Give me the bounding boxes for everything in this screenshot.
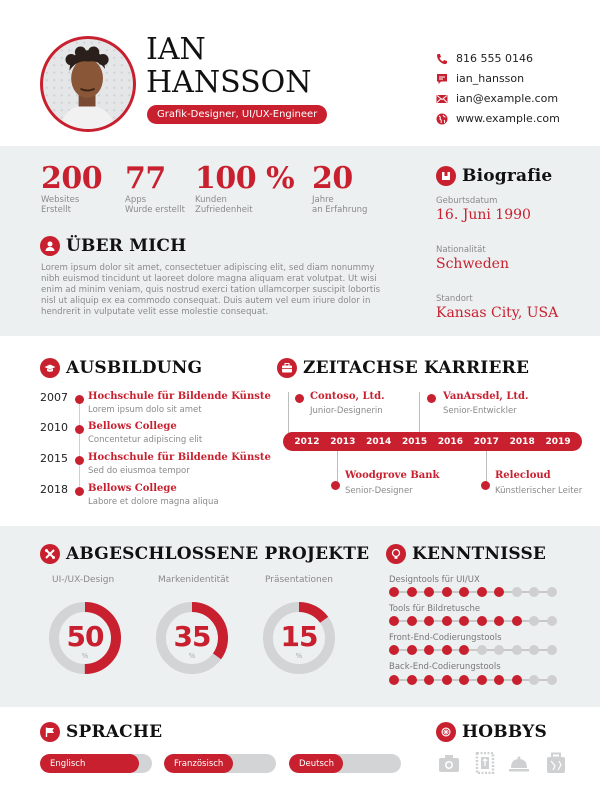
skill-dot <box>512 616 522 626</box>
about-title: ÜBER MICH <box>66 236 187 256</box>
career-title: ZEITACHSE KARRIERE <box>303 358 530 378</box>
stat-value: 200 <box>41 161 103 196</box>
lightbulb-icon <box>386 544 406 564</box>
skill-dot <box>512 645 522 655</box>
education-dot <box>75 425 84 434</box>
education-year: 2015 <box>40 452 68 465</box>
skill-dot <box>407 675 417 685</box>
education-dot <box>75 487 84 496</box>
bio-location <box>436 294 558 321</box>
skill-dot <box>459 675 469 685</box>
skill-dot <box>424 616 434 626</box>
bio-heading <box>436 166 552 186</box>
tools-icon <box>40 544 60 564</box>
stat-label-2: Erstellt <box>41 205 71 215</box>
language-label: Französisch <box>174 758 224 769</box>
stat-value: 100 % <box>195 161 295 196</box>
stat-clients <box>195 163 294 215</box>
bio-value: Schweden <box>436 256 509 272</box>
language-label: Deutsch <box>299 758 334 769</box>
project-value: 35 <box>173 620 211 653</box>
job-role: Senior-Entwickler <box>443 406 517 416</box>
project-donut-uiux <box>49 602 121 674</box>
stat-value: 77 <box>125 161 166 196</box>
hobbies-title: HOBBYS <box>462 722 547 742</box>
education-dot <box>75 395 84 404</box>
hobbies-heading <box>436 722 547 742</box>
chat-icon <box>436 73 448 85</box>
timeline-year: 2017 <box>473 436 499 447</box>
stamp-icon <box>474 752 496 774</box>
contact-phone[interactable] <box>436 52 533 65</box>
skill-dot <box>529 675 539 685</box>
bio-nationality <box>436 245 509 272</box>
contact-email-text: ian@example.com <box>456 92 559 105</box>
language-bar-german <box>289 754 401 773</box>
skill-dot <box>494 587 504 597</box>
languages-title: SPRACHE <box>66 722 163 742</box>
stat-label-2: Wurde erstellt <box>125 205 185 215</box>
skill-rating <box>389 644 559 656</box>
skill-rating <box>389 674 559 686</box>
timeline-year: 2015 <box>402 436 428 447</box>
contact-chat[interactable] <box>436 72 524 85</box>
skill-dot <box>477 587 487 597</box>
skill-rating <box>389 615 559 627</box>
education-year: 2010 <box>40 421 68 434</box>
timeline-dot <box>481 481 490 490</box>
project-donut-presentations <box>263 602 335 674</box>
education-desc: Concentetur adipiscing elit <box>88 435 203 445</box>
skill-rating <box>389 586 559 598</box>
briefcase-icon <box>277 358 297 378</box>
luggage-icon <box>545 752 567 774</box>
timeline-dot <box>427 394 436 403</box>
education-school: Hochschule für Bildende Künste <box>88 452 271 463</box>
skill-dot <box>424 587 434 597</box>
skill-label: Designtools für UI/UX <box>389 575 480 585</box>
timeline-bar <box>283 432 582 451</box>
job-company: Woodgrove Bank <box>345 470 440 481</box>
bio-value: Kansas City, USA <box>436 305 559 321</box>
skill-dot <box>389 587 399 597</box>
yarn-ball-icon <box>436 722 456 742</box>
cloche-icon <box>508 752 530 774</box>
skill-dot <box>407 616 417 626</box>
skill-label: Front-End-Codierungstools <box>389 633 502 643</box>
job-role: Senior-Designer <box>345 486 413 496</box>
education-school: Bellows College <box>88 483 177 494</box>
skill-dot <box>547 587 557 597</box>
languages-heading <box>40 722 162 742</box>
education-year: 2007 <box>40 391 68 404</box>
globe-icon <box>436 113 448 125</box>
education-dot <box>75 456 84 465</box>
language-bar-english <box>40 754 152 773</box>
timeline-year: 2013 <box>330 436 356 447</box>
timeline-dot <box>295 394 304 403</box>
skill-dot <box>389 645 399 655</box>
bio-label: Standort <box>436 294 473 304</box>
mail-icon <box>436 93 448 105</box>
skill-dot <box>442 675 452 685</box>
job-company: VanArsdel, Ltd. <box>443 391 529 402</box>
skill-dot <box>547 616 557 626</box>
skill-dot <box>547 645 557 655</box>
contact-email[interactable] <box>436 92 558 105</box>
skill-dot <box>477 645 487 655</box>
contact-website-text: www.example.com <box>456 112 560 125</box>
contact-website[interactable] <box>436 112 560 125</box>
skill-label: Back-End-Codierungstools <box>389 662 501 672</box>
phone-icon <box>436 53 448 65</box>
job-company: Contoso, Ltd. <box>310 391 385 402</box>
education-title: AUSBILDUNG <box>66 358 203 378</box>
about-text: Lorem ipsum dolor sit amet, consectetuer adipiscing elit, sed diam nonummy nibh euismod tincidunt ut laoreet dolore magna aliquam erat volutpat. Ut wisi enim ad minim veniam, quis nostrud exerci tation ullamcorper suscipit lobortis nisl ut aliquip ex ea commodo consequat. Duis autem vel eum iriure dolor in hendrerit in vulputate velit esse molestie consequat. <box>41 263 381 317</box>
skill-dot <box>529 587 539 597</box>
stat-label-1: Jahre <box>312 195 334 205</box>
project-unit: % <box>81 652 89 660</box>
contact-phone-text: 816 555 0146 <box>456 52 533 65</box>
projects-heading <box>40 544 369 564</box>
camera-icon <box>438 752 460 774</box>
skill-dot <box>459 587 469 597</box>
language-label: Englisch <box>50 758 86 769</box>
skill-dot <box>529 645 539 655</box>
stat-years <box>312 163 367 215</box>
last-name: HANSSON <box>146 65 312 100</box>
stat-label-2: Zufriedenheit <box>195 205 253 215</box>
graduation-cap-icon <box>40 358 60 378</box>
bio-birthdate <box>436 196 531 223</box>
job-role: Künstlerischer Leiter <box>495 486 583 496</box>
skills-title: KENNTNISSE <box>412 544 547 564</box>
skill-dot <box>459 616 469 626</box>
skill-dot <box>442 616 452 626</box>
skill-dot <box>512 675 522 685</box>
timeline-year: 2018 <box>509 436 535 447</box>
projects-title: ABGESCHLOSSENE PROJEKTE <box>66 544 370 564</box>
career-heading <box>277 358 529 378</box>
skill-dot <box>547 675 557 685</box>
job-company: Relecloud <box>495 470 551 481</box>
skill-dot <box>407 587 417 597</box>
bio-title: Biografie <box>462 166 553 186</box>
skill-dot <box>389 675 399 685</box>
project-unit: % <box>188 652 196 660</box>
project-label: Markenidentität <box>158 575 230 585</box>
education-heading <box>40 358 202 378</box>
skill-dot <box>529 616 539 626</box>
about-heading <box>40 236 186 256</box>
skill-dot <box>442 587 452 597</box>
skill-dot <box>424 675 434 685</box>
person-icon <box>40 236 60 256</box>
skill-dot <box>459 645 469 655</box>
bio-value: 16. Juni 1990 <box>436 207 531 223</box>
language-fill <box>40 754 139 773</box>
education-line <box>79 400 80 490</box>
skill-dot <box>424 645 434 655</box>
timeline-connector <box>419 392 420 434</box>
timeline-connector <box>288 392 289 434</box>
job-role: Junior-Designerin <box>310 406 383 416</box>
project-value: 50 <box>66 620 104 653</box>
title-badge: Grafik-Designer, UI/UX-Engineer <box>147 105 327 124</box>
stat-value: 20 <box>312 161 353 196</box>
skill-dot <box>389 616 399 626</box>
stat-label-1: Websites <box>41 195 80 205</box>
skill-label: Tools für Bildretusche <box>389 604 481 614</box>
project-label: Präsentationen <box>265 575 333 585</box>
education-desc: Sed do eiusmoa tempor <box>88 466 190 476</box>
timeline-year: 2016 <box>437 436 463 447</box>
timeline-year: 2019 <box>545 436 571 447</box>
skill-dot <box>494 616 504 626</box>
bio-icon <box>436 166 456 186</box>
skill-dot <box>494 675 504 685</box>
avatar <box>40 36 136 132</box>
education-desc: Labore et dolore magna aliqua <box>88 497 219 507</box>
skill-dot <box>512 587 522 597</box>
education-school: Bellows College <box>88 421 177 432</box>
language-bar-french <box>164 754 276 773</box>
skill-dot <box>442 645 452 655</box>
stat-label-1: Apps <box>125 195 147 205</box>
stat-apps <box>125 163 185 215</box>
project-donut-brand <box>156 602 228 674</box>
education-desc: Lorem ipsum dolo sit amet <box>88 405 202 415</box>
skill-dot <box>477 675 487 685</box>
education-year: 2018 <box>40 483 68 496</box>
bio-label: Nationalität <box>436 245 486 255</box>
skill-dot <box>407 645 417 655</box>
project-unit: % <box>295 652 303 660</box>
first-name: IAN <box>146 32 206 67</box>
timeline-year: 2014 <box>366 436 392 447</box>
project-label: UI-/UX-Design <box>52 575 115 585</box>
skill-dot <box>477 616 487 626</box>
language-fill <box>164 754 233 773</box>
timeline-dot <box>331 481 340 490</box>
stat-label-2: an Erfahrung <box>312 205 368 215</box>
skills-heading <box>386 544 546 564</box>
bio-label: Geburtsdatum <box>436 196 498 206</box>
education-school: Hochschule für Bildende Künste <box>88 391 271 402</box>
stat-label-1: Kunden <box>195 195 227 205</box>
timeline-year: 2012 <box>294 436 320 447</box>
language-fill <box>289 754 343 773</box>
skill-dot <box>494 645 504 655</box>
stat-websites <box>41 163 102 215</box>
project-value: 15 <box>280 620 318 653</box>
contact-chat-text: ian_hansson <box>456 72 525 85</box>
flag-icon <box>40 722 60 742</box>
